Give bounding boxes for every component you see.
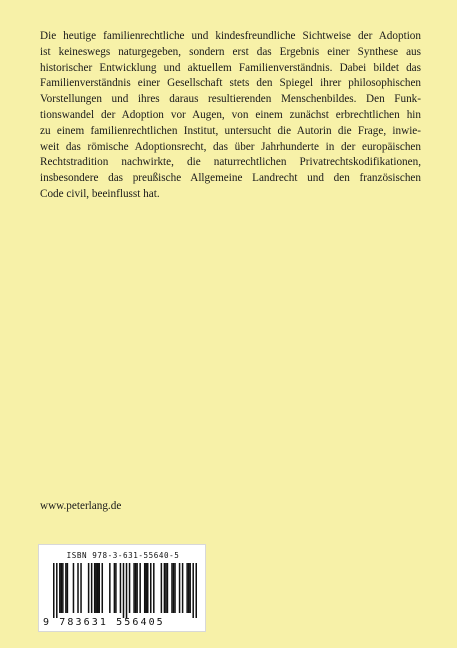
barcode-bar — [120, 563, 122, 613]
barcode-bar — [115, 563, 117, 613]
barcode-bar — [123, 563, 125, 618]
blurb-line: insbesondere das preußische Allgemeine Landrecht und den französischen — [40, 172, 421, 185]
blurb-line: weit das römische Adoptionsrecht, das über Jahrhunderte in der europäischen — [40, 140, 421, 153]
publisher-website: www.peterlang.de — [40, 500, 122, 512]
barcode-bar — [173, 563, 175, 613]
back-cover-blurb — [40, 29, 421, 203]
barcode-bar — [182, 563, 184, 613]
barcode-bar — [189, 563, 191, 613]
blurb-line: Rechtstradition nachwirkte, die naturrechtlichen Privatrechtskodifikationen, — [40, 156, 421, 169]
barcode-bar — [67, 563, 69, 613]
barcode-bar — [95, 563, 97, 613]
barcode-bar — [59, 563, 61, 613]
barcode-bar — [192, 563, 194, 618]
blurb-line: historischer Entwicklung und aktuellem Familienverständnis. Dabei bildet das — [40, 61, 421, 74]
barcode-bar — [165, 563, 167, 613]
barcode-bar — [147, 563, 149, 613]
barcode-bar — [150, 563, 152, 613]
barcode-bar — [179, 563, 181, 613]
barcode-bar — [98, 563, 100, 613]
barcode-digits: 9 783631 556405 — [43, 617, 165, 628]
blurb-line: Familienverständnis einer Gesellschaft stets den Spiegel ihrer philosophischen — [40, 77, 421, 90]
blurb-line: ist keineswegs naturgegeben, sondern erst das Ergebnis einer Synthese aus — [40, 45, 421, 58]
barcode-bar — [126, 563, 128, 618]
blurb-line: Vorstellungen und ihres daraus resultierenden Menschenbildes. Den Funk- — [40, 93, 421, 106]
blurb-line: Code civil, beeinflusst hat. — [40, 187, 160, 200]
barcode-bar — [195, 563, 197, 618]
blurb-line: Die heutige familienrechtliche und kindesfreundliche Sichtweise der Adoption — [40, 30, 421, 42]
barcode-bar — [167, 563, 169, 613]
isbn-barcode-box — [38, 544, 206, 632]
barcode-bars-icon — [53, 563, 197, 618]
barcode-bar — [102, 563, 104, 613]
barcode-bar — [62, 563, 64, 613]
barcode-bar — [91, 563, 93, 613]
blurb-line: tionswandel der Adoption vor Augen, von einem zunächst erbrechtlichen hin — [40, 108, 421, 121]
blurb-line: zu einem familienrechtlichen Institut, untersucht die Autorin die Frage, inwie- — [40, 124, 421, 137]
barcode-bar — [133, 563, 135, 613]
barcode-bar — [144, 563, 146, 613]
barcode-bar — [174, 563, 176, 613]
isbn-label: ISBN 978-3-631-55640-5 — [66, 551, 180, 560]
barcode-bar — [73, 563, 75, 613]
barcode-bar — [94, 563, 96, 613]
barcode-bar — [65, 563, 67, 613]
barcode-bar — [171, 563, 173, 613]
barcode-bar — [161, 563, 163, 613]
barcode-bar — [186, 563, 188, 613]
barcode-bar — [97, 563, 99, 613]
barcode-bar — [164, 563, 166, 613]
barcode-bar — [188, 563, 190, 613]
barcode-bar — [109, 563, 111, 613]
barcode-bar — [88, 563, 90, 613]
barcode-bar — [153, 563, 155, 613]
barcode-bar — [80, 563, 82, 613]
barcode-bar — [129, 563, 131, 613]
barcode-bar — [135, 563, 137, 613]
barcode-bar — [145, 563, 147, 613]
barcode-bar — [53, 563, 55, 618]
barcode-bar — [114, 563, 116, 613]
barcode-bar — [61, 563, 63, 613]
barcode-bar — [77, 563, 79, 613]
barcode-bar — [56, 563, 58, 618]
barcode-bar — [139, 563, 141, 613]
barcode-bar — [136, 563, 138, 613]
